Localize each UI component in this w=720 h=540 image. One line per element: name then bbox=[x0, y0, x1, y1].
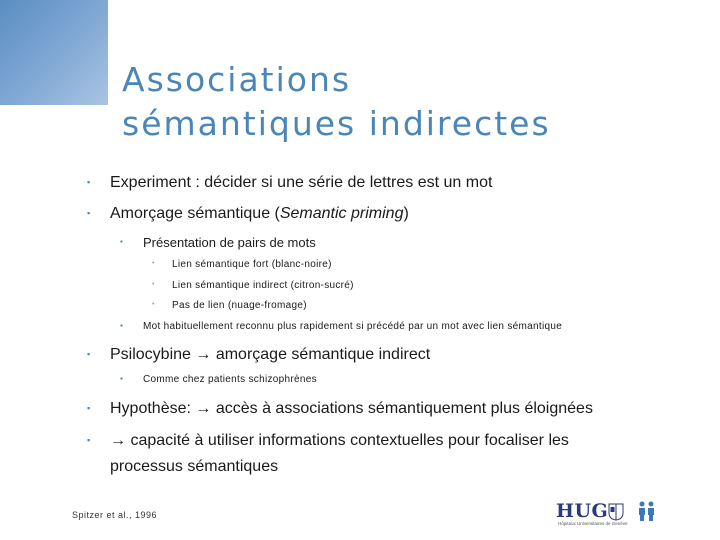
bullet-text bbox=[110, 342, 430, 368]
italic-term: Semantic priming bbox=[279, 205, 404, 222]
sub-bullet-text: Présentation de pairs de mots bbox=[143, 235, 316, 250]
text-part: Amorçage sémantique ( bbox=[110, 205, 280, 222]
square-bullet-icon: ▪ bbox=[87, 349, 91, 359]
sub-sub-bullet-text: Lien sémantique indirect (citron-sucré) bbox=[172, 280, 354, 291]
text-part: amorçage sémantique indirect bbox=[215, 346, 431, 363]
square-bullet-icon: ▪ bbox=[87, 403, 91, 413]
sub-bullet-text: Comme chez patients schizophrènes bbox=[143, 374, 317, 385]
citation: Spitzer et al., 1996 bbox=[72, 510, 158, 520]
dot-bullet-icon: • bbox=[152, 260, 155, 267]
bullet-text bbox=[110, 396, 593, 422]
square-bullet-icon: ▪ bbox=[87, 435, 91, 445]
text-part: processus sémantiques bbox=[110, 458, 279, 475]
text-part: ) bbox=[403, 205, 409, 222]
people-icon bbox=[636, 500, 658, 522]
sub-sub-bullet-text: Pas de lien (nuage-fromage) bbox=[172, 300, 307, 311]
square-bullet-icon: ▪ bbox=[87, 208, 91, 218]
arrow-icon: → bbox=[110, 432, 126, 449]
text-part: accès à associations sémantiquement plus éloignées bbox=[215, 400, 593, 417]
title-line-1: Associations bbox=[122, 60, 352, 99]
bullet-text bbox=[110, 428, 569, 480]
arrow-icon: → bbox=[195, 400, 212, 417]
slide-title bbox=[122, 58, 702, 146]
square-bullet-icon: ▪ bbox=[120, 374, 123, 383]
text-part: Psilocybine bbox=[110, 346, 196, 363]
square-bullet-icon: ▪ bbox=[120, 321, 123, 330]
bullet-text bbox=[110, 201, 409, 227]
dot-bullet-icon: • bbox=[152, 281, 155, 288]
logo-text: HUG bbox=[556, 500, 609, 522]
sub-bullet-text: Mot habituellement reconnu plus rapidement si précédé par un mot avec lien sémantique bbox=[143, 321, 563, 332]
text-part: capacité à utiliser informations contextuelles pour focaliser les bbox=[130, 432, 569, 449]
square-bullet-icon: ▪ bbox=[87, 177, 91, 187]
dot-bullet-icon: • bbox=[152, 301, 155, 308]
square-bullet-icon: ▪ bbox=[120, 237, 123, 246]
corner-decoration bbox=[0, 0, 108, 105]
text-part: Hypothèse: bbox=[110, 400, 196, 417]
bullet-text: Experiment : décider si une série de lettres est un mot bbox=[110, 174, 493, 191]
title-line-2: sémantiques indirectes bbox=[122, 104, 551, 143]
logo-subtitle: Hôpitaux Universitaires de Genève bbox=[558, 521, 628, 526]
arrow-icon: → bbox=[195, 346, 212, 363]
hug-logo bbox=[556, 500, 666, 528]
geneva-crest-icon bbox=[608, 503, 624, 521]
sub-sub-bullet-text: Lien sémantique fort (blanc-noire) bbox=[172, 259, 332, 270]
